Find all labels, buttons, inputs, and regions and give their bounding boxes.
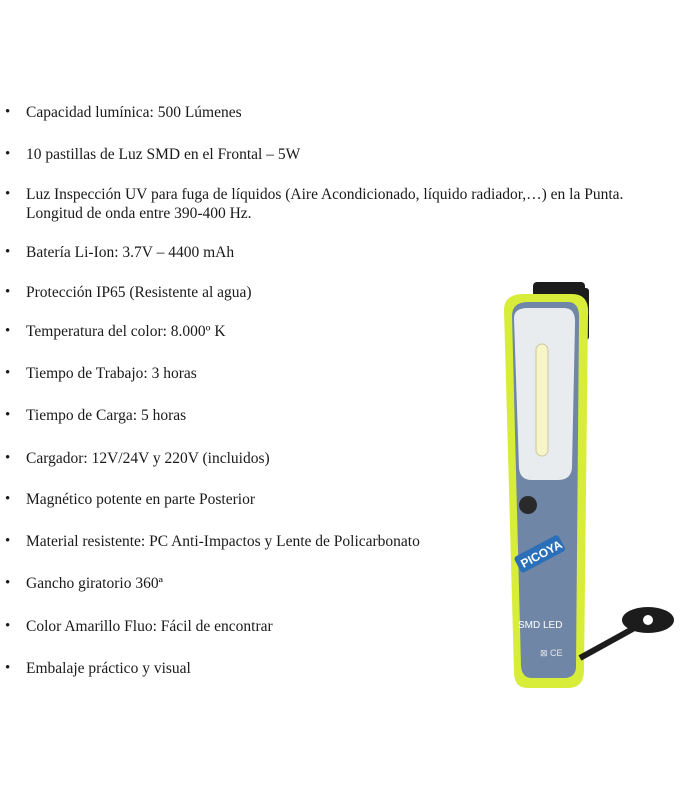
spec-text: Capacidad lumínica: 500 Lúmenes	[26, 104, 242, 121]
spec-text: Protección IP65 (Resistente al agua)	[26, 284, 252, 301]
bullet: •	[5, 491, 11, 507]
bullet: •	[5, 365, 11, 381]
product-photo	[480, 280, 690, 700]
bullet: •	[5, 104, 11, 120]
bullet: •	[5, 186, 11, 202]
bullet: •	[5, 244, 11, 260]
spec-text: 10 pastillas de Luz SMD en el Frontal – 5W	[26, 146, 301, 163]
magnet-screw	[643, 615, 653, 625]
spec-text: Color Amarillo Fluo: Fácil de encontrar	[26, 618, 273, 635]
spec-text: Embalaje práctico y visual	[26, 660, 191, 677]
bullet: •	[5, 575, 11, 591]
spec-text: Tiempo de Carga: 5 horas	[26, 407, 187, 424]
cert-marks: ⊠ CE	[540, 648, 563, 658]
bullet: •	[5, 450, 11, 466]
bullet: •	[5, 407, 11, 423]
magnet-rod	[580, 626, 638, 658]
bullet: •	[5, 660, 11, 676]
bullet: •	[5, 146, 11, 162]
spec-text: Luz Inspección UV para fuga de líquidos (Aire Acondicionado, líquido radiador,…) en la Punta. Longitud de onda entre 390-400 Hz.	[26, 186, 624, 222]
led-strip	[536, 344, 548, 456]
spec-text: Material resistente: PC Anti-Impactos y Lente de Policarbonato	[26, 533, 420, 550]
spec-text: Batería Li-Ion: 3.7V – 4400 mAh	[26, 244, 235, 261]
magnet-arm	[580, 607, 674, 658]
spec-text: Magnético potente en parte Posterior	[26, 491, 255, 508]
bullet: •	[5, 284, 11, 300]
bullet: •	[5, 618, 11, 634]
bullet: •	[5, 323, 11, 339]
spec-text: Cargador: 12V/24V y 220V (incluidos)	[26, 450, 270, 467]
spec-text: Tiempo de Trabajo: 3 horas	[26, 365, 197, 382]
bullet: •	[5, 533, 11, 549]
work-light-illustration	[480, 280, 690, 700]
power-button	[519, 496, 537, 514]
led-label: SMD LED	[518, 620, 563, 631]
spec-text: Temperatura del color: 8.000º K	[26, 323, 226, 340]
brand-logo: PICOYA	[518, 537, 565, 571]
spec-text: Gancho giratorio 360ª	[26, 575, 163, 592]
